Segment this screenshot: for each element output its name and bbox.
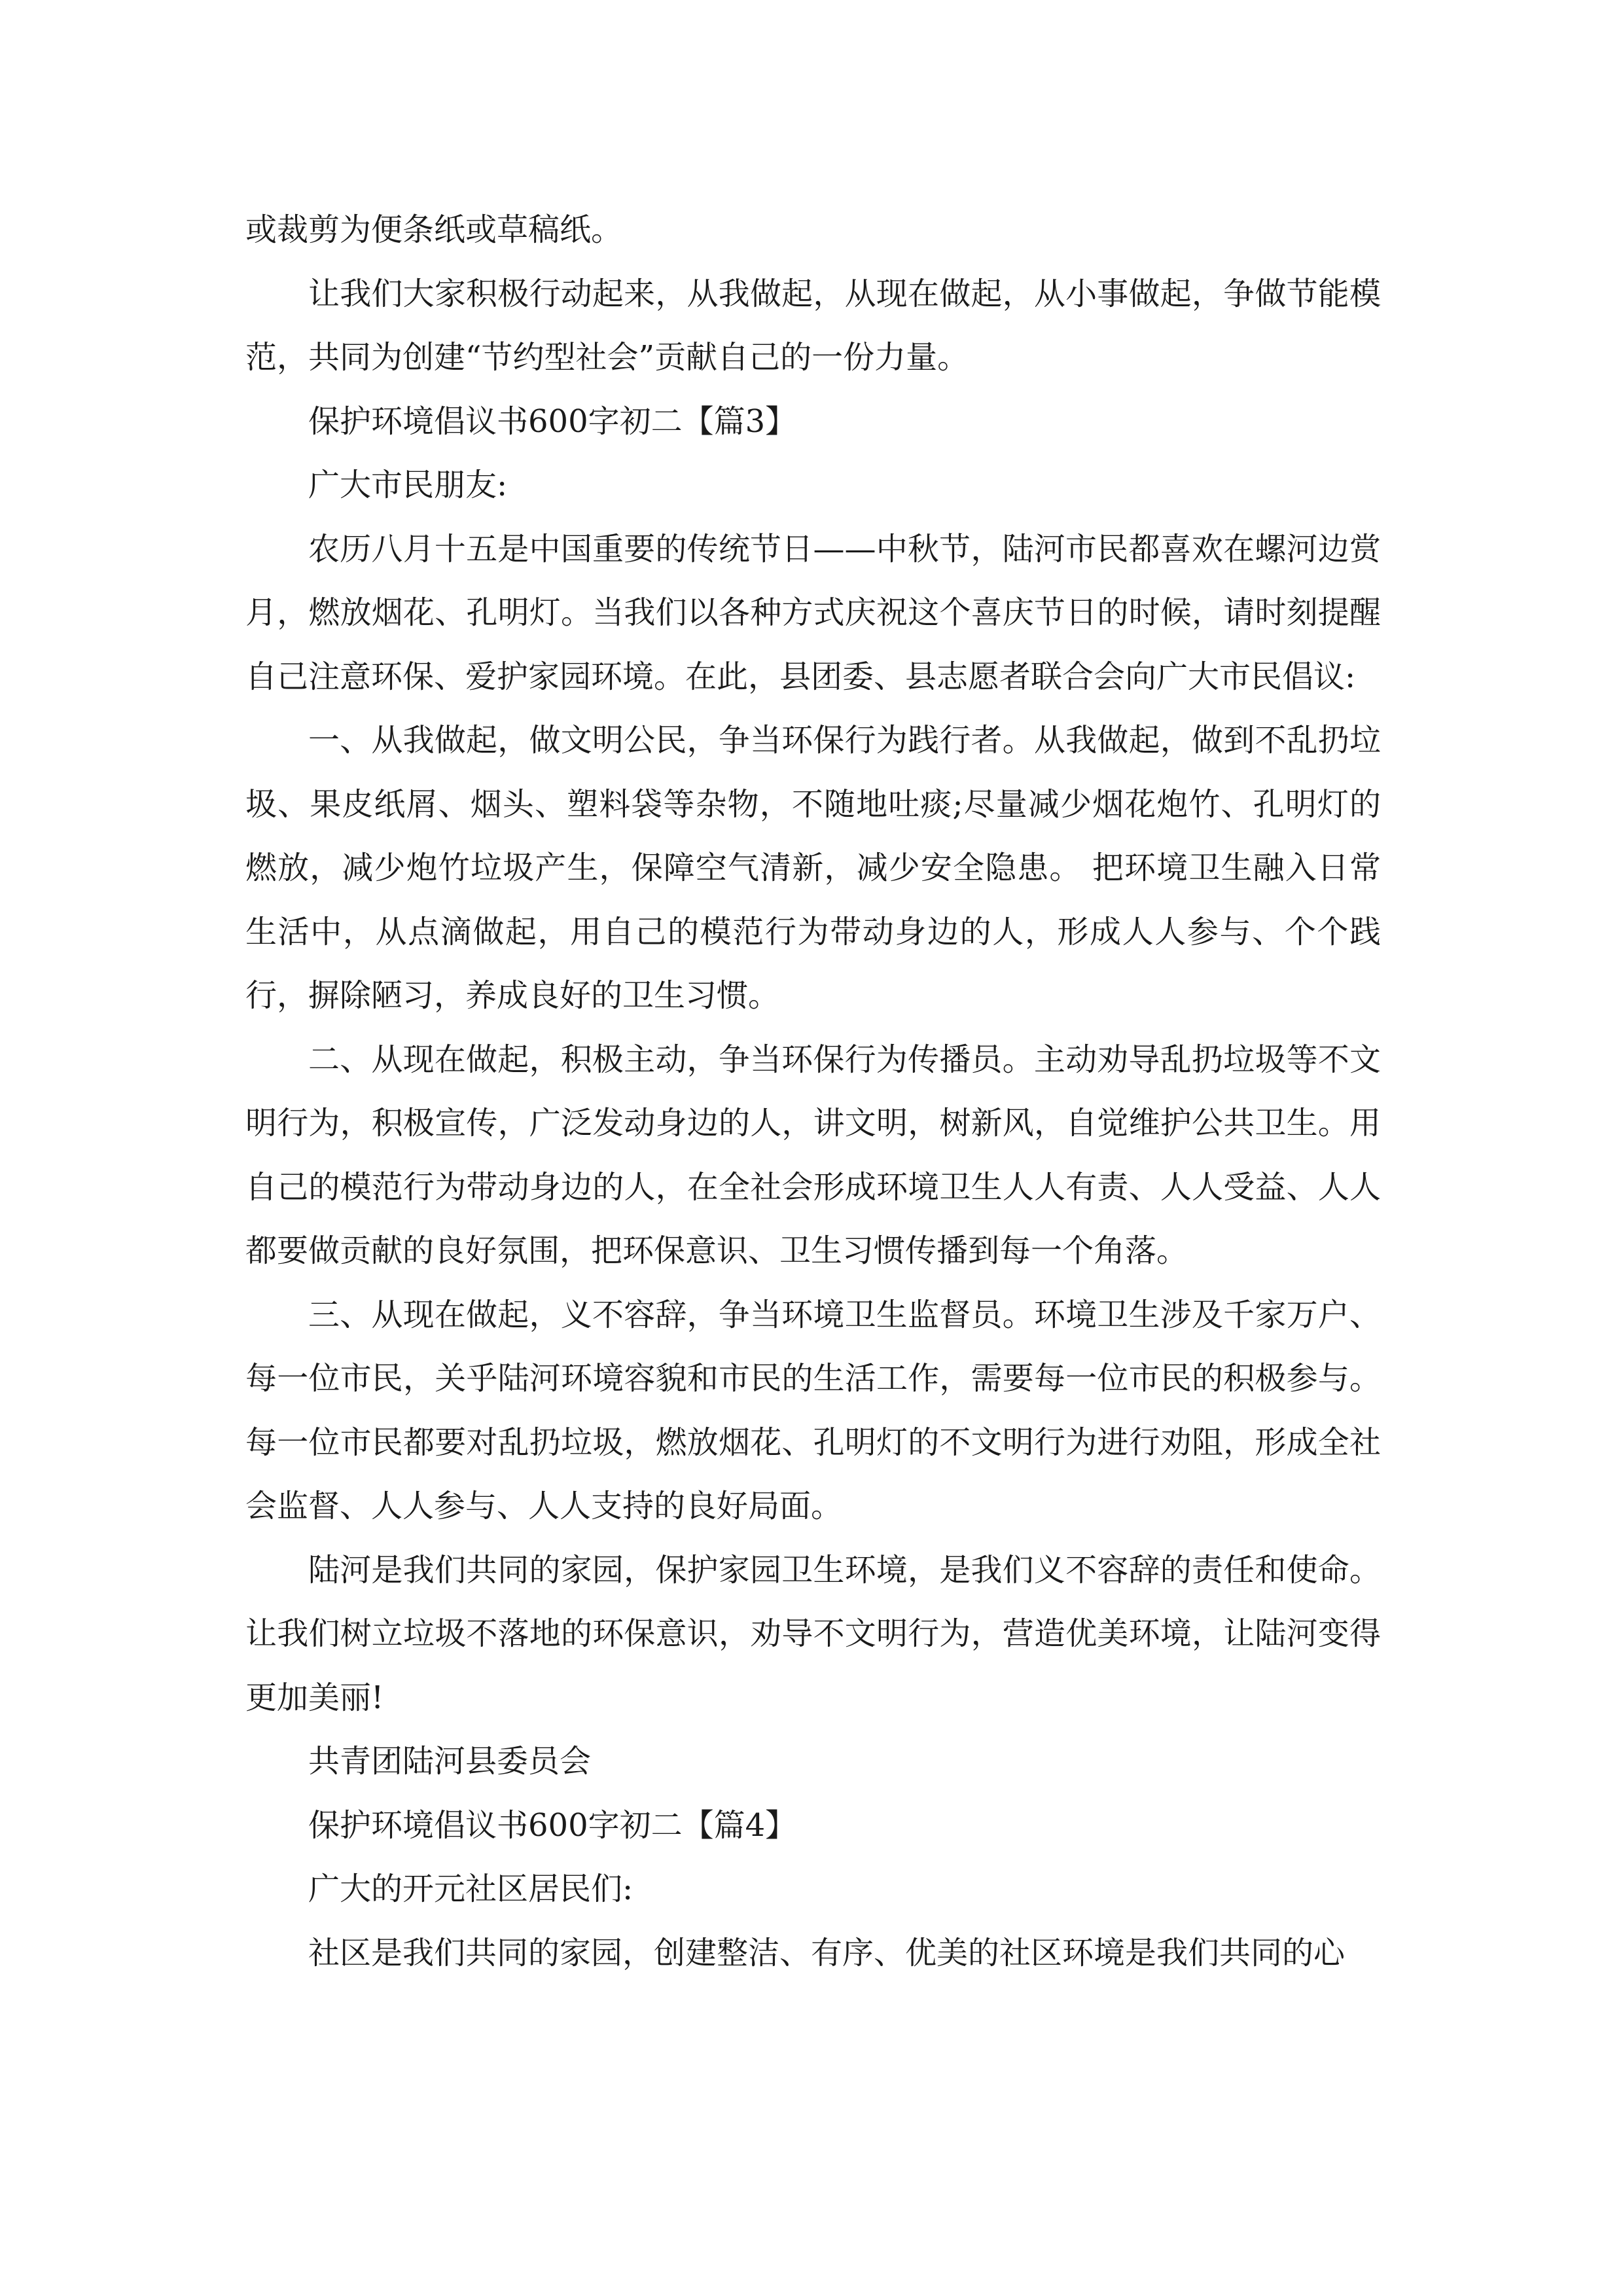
- signature-organization: 共青团陆河县委员会: [308, 1743, 592, 1780]
- section-heading-3: 保护环境倡议书600字初二【篇3】: [308, 403, 797, 440]
- paragraph-community-intro: 社区是我们共同的家园，创建整洁、有序、优美的社区环境是我们共同的心: [308, 1934, 1346, 1971]
- paragraph-point-two: 二、从现在做起，积极主动，争当环保行为传播员。主动劝导乱扔垃圾等不文明行为，积极宣传，广泛发动身边的人，讲文明，树新风，自觉维护公共卫生。用自己的模范行为带动身边的人，在全社会形成环境卫生人人有责、人人受益、人人都要做贡献的良好氛围，把环保意识、卫生习惯传播到每一个角落。: [245, 1041, 1381, 1269]
- paragraph-call-to-action: 让我们大家积极行动起来，从我做起，从现在做起，从小事做起，争做节能模范，共同为创建“节约型社会”贡献自己的一份力量。: [245, 275, 1381, 376]
- section-heading-4: 保护环境倡议书600字初二【篇4】: [308, 1806, 797, 1844]
- paragraph-point-one: 一、从我做起，做文明公民，争当环保行为践行者。从我做起，做到不乱扔垃圾、果皮纸屑、烟头、塑料袋等杂物，不随地吐痰;尽量减少烟花炮竹、孔明灯的燃放，减少炮竹垃圾产生，保障空气清新，减少安全隐患。 把环境卫生融入日常生活中，从点滴做起，用自己的模范行为带动身边的人，形成人人参与、个个践行，摒除陋习，养成良好的卫生习惯。: [245, 722, 1381, 1014]
- document-body: [245, 198, 1381, 1985]
- salutation-residents: 广大的开元社区居民们:: [308, 1871, 633, 1907]
- salutation-citizens: 广大市民朋友:: [308, 467, 508, 503]
- paragraph-point-three: 三、从现在做起，义不容辞，争当环境卫生监督员。环境卫生涉及千家万户、每一位市民，关乎陆河环境容貌和市民的生活工作，需要每一位市民的积极参与。每一位市民都要对乱扔垃圾，燃放烟花、孔明灯的不文明行为进行劝阻，形成全社会监督、人人参与、人人支持的良好局面。: [245, 1296, 1381, 1524]
- paragraph-conclusion: 陆河是我们共同的家园，保护家园卫生环境，是我们义不容辞的责任和使命。让我们树立垃圾不落地的环保意识，劝导不文明行为，营造优美环境，让陆河变得更加美丽!: [245, 1551, 1381, 1716]
- paragraph-intro-mid-autumn: 农历八月十五是中国重要的传统节日——中秋节，陆河市民都喜欢在螺河边赏月，燃放烟花、孔明灯。当我们以各种方式庆祝这个喜庆节日的时候，请时刻提醒自己注意环保、爱护家园环境。在此，县团委、县志愿者联合会向广大市民倡议:: [245, 530, 1381, 695]
- paragraph-continuation: 或裁剪为便条纸或草稿纸。: [245, 211, 623, 248]
